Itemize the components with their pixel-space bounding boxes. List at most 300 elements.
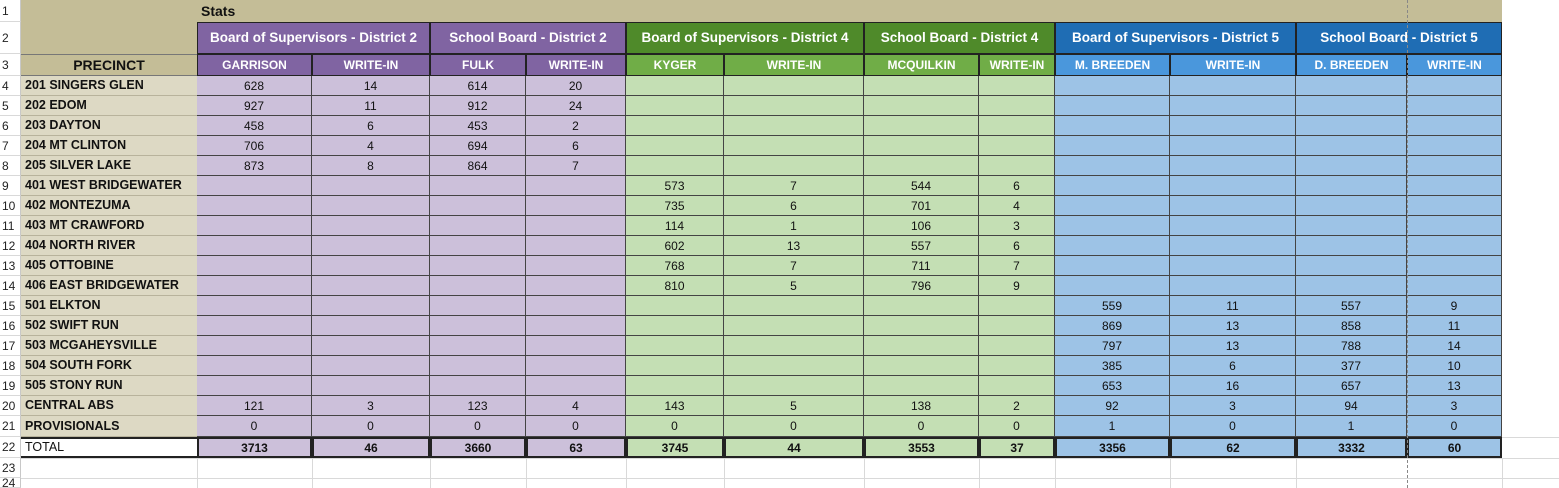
column-header[interactable]: M. BREEDEN <box>1055 54 1170 76</box>
group-header[interactable]: Board of Supervisors - District 5 <box>1055 22 1296 54</box>
precinct-name-cell[interactable]: 201 SINGERS GLEN <box>21 76 197 96</box>
vote-cell[interactable] <box>197 336 312 356</box>
vote-cell[interactable] <box>626 156 724 176</box>
vote-cell[interactable]: 453 <box>430 116 526 136</box>
vote-cell[interactable] <box>979 376 1055 396</box>
group-header[interactable]: Board of Supervisors - District 2 <box>197 22 430 54</box>
vote-cell[interactable] <box>864 96 979 116</box>
vote-cell[interactable] <box>1055 76 1170 96</box>
vote-cell[interactable]: 912 <box>430 96 526 116</box>
vote-cell[interactable] <box>979 116 1055 136</box>
vote-cell[interactable] <box>724 76 864 96</box>
vote-cell[interactable]: 864 <box>430 156 526 176</box>
vote-cell[interactable]: 14 <box>312 76 430 96</box>
precinct-name-cell[interactable]: 501 ELKTON <box>21 296 197 316</box>
vote-cell[interactable] <box>312 196 430 216</box>
column-header[interactable]: WRITE-IN <box>1407 54 1502 76</box>
vote-cell[interactable] <box>626 96 724 116</box>
vote-cell[interactable] <box>526 356 626 376</box>
vote-cell[interactable]: 6 <box>724 196 864 216</box>
gridline <box>1170 458 1171 488</box>
vote-cell[interactable] <box>1407 96 1502 116</box>
vote-cell[interactable] <box>1170 236 1296 256</box>
vote-cell[interactable] <box>724 156 864 176</box>
vote-cell[interactable] <box>979 296 1055 316</box>
page-break-line <box>1407 0 1408 488</box>
row-header[interactable]: 23 <box>0 458 21 478</box>
precinct-name-cell[interactable]: 502 SWIFT RUN <box>21 316 197 336</box>
vote-cell[interactable] <box>626 316 724 336</box>
vote-cell[interactable]: 0 <box>1170 416 1296 437</box>
row-header[interactable]: 19 <box>0 376 21 396</box>
vote-cell[interactable] <box>979 316 1055 336</box>
vote-cell[interactable] <box>430 236 526 256</box>
column-header[interactable]: D. BREEDEN <box>1296 54 1407 76</box>
vote-cell[interactable] <box>430 256 526 276</box>
vote-cell[interactable] <box>312 256 430 276</box>
vote-cell[interactable]: 7 <box>526 156 626 176</box>
vote-cell[interactable] <box>1055 256 1170 276</box>
vote-cell[interactable] <box>1055 176 1170 196</box>
vote-cell[interactable]: 14 <box>1407 336 1502 356</box>
vote-cell[interactable] <box>626 336 724 356</box>
total-cell[interactable]: 3553 <box>864 437 979 458</box>
vote-cell[interactable] <box>1296 276 1407 296</box>
vote-cell[interactable] <box>979 356 1055 376</box>
row-header[interactable]: 9 <box>0 176 21 196</box>
vote-cell[interactable]: 4 <box>312 136 430 156</box>
vote-cell[interactable] <box>1170 276 1296 296</box>
vote-cell[interactable] <box>626 356 724 376</box>
vote-cell[interactable]: 735 <box>626 196 724 216</box>
vote-cell[interactable]: 869 <box>1055 316 1170 336</box>
total-label-cell[interactable]: TOTAL <box>21 437 197 458</box>
vote-cell[interactable] <box>1170 76 1296 96</box>
vote-cell[interactable] <box>1407 216 1502 236</box>
vote-cell[interactable] <box>430 376 526 396</box>
vote-cell[interactable] <box>1170 196 1296 216</box>
precinct-name-cell[interactable]: 406 EAST BRIDGEWATER <box>21 276 197 296</box>
vote-cell[interactable]: 3 <box>1170 396 1296 416</box>
group-header[interactable]: School Board - District 4 <box>864 22 1055 54</box>
vote-cell[interactable]: 0 <box>430 416 526 437</box>
vote-cell[interactable]: 5 <box>724 396 864 416</box>
vote-cell[interactable]: 114 <box>626 216 724 236</box>
vote-cell[interactable] <box>197 316 312 336</box>
vote-cell[interactable] <box>724 316 864 336</box>
row-header[interactable]: 5 <box>0 96 21 116</box>
vote-cell[interactable] <box>1407 116 1502 136</box>
vote-cell[interactable] <box>864 76 979 96</box>
vote-cell[interactable] <box>979 136 1055 156</box>
vote-cell[interactable] <box>1170 256 1296 276</box>
vote-cell[interactable]: 8 <box>312 156 430 176</box>
vote-cell[interactable]: 6 <box>979 236 1055 256</box>
vote-cell[interactable]: 2 <box>979 396 1055 416</box>
precinct-name-cell[interactable]: 503 MCGAHEYSVILLE <box>21 336 197 356</box>
vote-cell[interactable]: 11 <box>312 96 430 116</box>
column-header[interactable]: FULK <box>430 54 526 76</box>
vote-cell[interactable] <box>197 376 312 396</box>
vote-cell[interactable] <box>979 76 1055 96</box>
vote-cell[interactable] <box>626 76 724 96</box>
vote-cell[interactable]: 11 <box>1170 296 1296 316</box>
precinct-column-header[interactable]: PRECINCT <box>21 54 197 76</box>
vote-cell[interactable] <box>197 176 312 196</box>
vote-cell[interactable] <box>312 236 430 256</box>
vote-cell[interactable] <box>864 376 979 396</box>
row-header[interactable]: 24 <box>0 478 21 488</box>
vote-cell[interactable] <box>1296 156 1407 176</box>
vote-cell[interactable] <box>312 296 430 316</box>
vote-cell[interactable] <box>1170 96 1296 116</box>
vote-cell[interactable] <box>430 316 526 336</box>
total-cell[interactable]: 3332 <box>1296 437 1407 458</box>
vote-cell[interactable] <box>864 116 979 136</box>
vote-cell[interactable]: 106 <box>864 216 979 236</box>
vote-cell[interactable]: 559 <box>1055 296 1170 316</box>
vote-cell[interactable]: 0 <box>724 416 864 437</box>
vote-cell[interactable] <box>724 376 864 396</box>
vote-cell[interactable]: 92 <box>1055 396 1170 416</box>
column-header[interactable]: MCQUILKIN <box>864 54 979 76</box>
column-header[interactable]: GARRISON <box>197 54 312 76</box>
vote-cell[interactable]: 602 <box>626 236 724 256</box>
vote-cell[interactable] <box>526 296 626 316</box>
column-header[interactable]: WRITE-IN <box>979 54 1055 76</box>
column-header[interactable]: WRITE-IN <box>312 54 430 76</box>
vote-cell[interactable] <box>526 236 626 256</box>
vote-cell[interactable] <box>197 236 312 256</box>
vote-cell[interactable] <box>430 216 526 236</box>
column-header[interactable]: WRITE-IN <box>526 54 626 76</box>
precinct-name-cell[interactable]: 204 MT CLINTON <box>21 136 197 156</box>
vote-cell[interactable]: 10 <box>1407 356 1502 376</box>
vote-cell[interactable] <box>197 216 312 236</box>
total-cell[interactable]: 46 <box>312 437 430 458</box>
vote-cell[interactable]: 873 <box>197 156 312 176</box>
precinct-name-cell[interactable]: CENTRAL ABS <box>21 396 197 416</box>
vote-cell[interactable]: 810 <box>626 276 724 296</box>
vote-cell[interactable] <box>430 336 526 356</box>
vote-cell[interactable]: 797 <box>1055 336 1170 356</box>
vote-cell[interactable] <box>979 156 1055 176</box>
vote-cell[interactable] <box>626 116 724 136</box>
vote-cell[interactable]: 0 <box>197 416 312 437</box>
vote-cell[interactable] <box>312 216 430 236</box>
vote-cell[interactable]: 4 <box>979 196 1055 216</box>
vote-cell[interactable] <box>1055 116 1170 136</box>
vote-cell[interactable]: 706 <box>197 136 312 156</box>
vote-cell[interactable] <box>1407 236 1502 256</box>
vote-cell[interactable]: 694 <box>430 136 526 156</box>
gridline <box>312 458 313 488</box>
vote-cell[interactable] <box>312 276 430 296</box>
row-header[interactable]: 4 <box>0 76 21 96</box>
precinct-name-cell[interactable]: 203 DAYTON <box>21 116 197 136</box>
gridline <box>197 458 198 488</box>
vote-cell[interactable]: 6 <box>312 116 430 136</box>
vote-cell[interactable]: 7 <box>724 176 864 196</box>
vote-cell[interactable] <box>626 376 724 396</box>
vote-cell[interactable] <box>1296 256 1407 276</box>
row-header[interactable]: 1 <box>0 0 21 22</box>
gridline <box>1502 458 1503 488</box>
vote-cell[interactable]: 6 <box>1170 356 1296 376</box>
vote-cell[interactable]: 557 <box>1296 296 1407 316</box>
vote-cell[interactable] <box>626 136 724 156</box>
vote-cell[interactable] <box>312 336 430 356</box>
vote-cell[interactable]: 0 <box>526 416 626 437</box>
vote-cell[interactable]: 13 <box>1407 376 1502 396</box>
vote-cell[interactable] <box>724 296 864 316</box>
vote-cell[interactable]: 94 <box>1296 396 1407 416</box>
vote-cell[interactable]: 614 <box>430 76 526 96</box>
vote-cell[interactable] <box>197 356 312 376</box>
vote-cell[interactable] <box>1170 136 1296 156</box>
vote-cell[interactable] <box>864 336 979 356</box>
vote-cell[interactable] <box>197 296 312 316</box>
vote-cell[interactable]: 1 <box>724 216 864 236</box>
column-header[interactable]: WRITE-IN <box>724 54 864 76</box>
vote-cell[interactable] <box>1170 176 1296 196</box>
vote-cell[interactable] <box>724 336 864 356</box>
vote-cell[interactable] <box>1170 116 1296 136</box>
row-header[interactable]: 7 <box>0 136 21 156</box>
vote-cell[interactable]: 796 <box>864 276 979 296</box>
total-cell[interactable]: 3713 <box>197 437 312 458</box>
vote-cell[interactable] <box>312 176 430 196</box>
vote-cell[interactable] <box>864 296 979 316</box>
vote-cell[interactable] <box>197 276 312 296</box>
vote-cell[interactable]: 7 <box>979 256 1055 276</box>
vote-cell[interactable]: 711 <box>864 256 979 276</box>
group-header[interactable]: Board of Supervisors - District 4 <box>626 22 864 54</box>
vote-cell[interactable] <box>1407 276 1502 296</box>
vote-cell[interactable] <box>430 276 526 296</box>
vote-cell[interactable]: 13 <box>1170 336 1296 356</box>
vote-cell[interactable] <box>1407 136 1502 156</box>
vote-cell[interactable]: 13 <box>724 236 864 256</box>
vote-cell[interactable] <box>526 376 626 396</box>
vote-cell[interactable] <box>526 216 626 236</box>
row-header[interactable]: 15 <box>0 296 21 316</box>
vote-cell[interactable]: 3 <box>979 216 1055 236</box>
vote-cell[interactable] <box>1055 136 1170 156</box>
gridline <box>864 458 865 488</box>
vote-cell[interactable] <box>1055 156 1170 176</box>
vote-cell[interactable] <box>526 196 626 216</box>
vote-cell[interactable] <box>864 136 979 156</box>
column-header[interactable]: KYGER <box>626 54 724 76</box>
vote-cell[interactable]: 788 <box>1296 336 1407 356</box>
vote-cell[interactable] <box>526 256 626 276</box>
precinct-name-cell[interactable]: 405 OTTOBINE <box>21 256 197 276</box>
total-cell[interactable]: 3745 <box>626 437 724 458</box>
vote-cell[interactable]: 13 <box>1170 316 1296 336</box>
vote-cell[interactable] <box>1296 116 1407 136</box>
vote-cell[interactable] <box>864 156 979 176</box>
vote-cell[interactable] <box>724 136 864 156</box>
vote-cell[interactable]: 24 <box>526 96 626 116</box>
vote-cell[interactable]: 768 <box>626 256 724 276</box>
vote-cell[interactable]: 0 <box>864 416 979 437</box>
precinct-name-cell[interactable]: 402 MONTEZUMA <box>21 196 197 216</box>
vote-cell[interactable] <box>430 356 526 376</box>
total-cell[interactable]: 63 <box>526 437 626 458</box>
vote-cell[interactable] <box>526 316 626 336</box>
vote-cell[interactable]: 16 <box>1170 376 1296 396</box>
vote-cell[interactable]: 927 <box>197 96 312 116</box>
vote-cell[interactable]: 0 <box>626 416 724 437</box>
row-header[interactable]: 16 <box>0 316 21 336</box>
vote-cell[interactable] <box>979 336 1055 356</box>
precinct-name-cell[interactable]: PROVISIONALS <box>21 416 197 437</box>
vote-cell[interactable] <box>1296 96 1407 116</box>
row-header[interactable]: 11 <box>0 216 21 236</box>
group-header[interactable]: School Board - District 5 <box>1296 22 1502 54</box>
total-cell[interactable]: 3356 <box>1055 437 1170 458</box>
vote-cell[interactable]: 143 <box>626 396 724 416</box>
row-header[interactable]: 14 <box>0 276 21 296</box>
vote-cell[interactable]: 6 <box>979 176 1055 196</box>
row-header[interactable]: 10 <box>0 196 21 216</box>
vote-cell[interactable] <box>1055 276 1170 296</box>
vote-cell[interactable]: 653 <box>1055 376 1170 396</box>
precinct-name-cell[interactable]: 202 EDOM <box>21 96 197 116</box>
vote-cell[interactable] <box>1407 156 1502 176</box>
vote-cell[interactable]: 9 <box>1407 296 1502 316</box>
vote-cell[interactable] <box>1296 136 1407 156</box>
vote-cell[interactable] <box>724 116 864 136</box>
vote-cell[interactable] <box>1407 256 1502 276</box>
vote-cell[interactable]: 20 <box>526 76 626 96</box>
vote-cell[interactable]: 0 <box>1407 416 1502 437</box>
gridline <box>1055 458 1056 488</box>
vote-cell[interactable]: 3 <box>312 396 430 416</box>
row-header[interactable]: 13 <box>0 256 21 276</box>
total-cell[interactable]: 37 <box>979 437 1055 458</box>
vote-cell[interactable] <box>197 256 312 276</box>
vote-cell[interactable]: 11 <box>1407 316 1502 336</box>
vote-cell[interactable]: 657 <box>1296 376 1407 396</box>
row-header[interactable]: 3 <box>0 54 21 76</box>
group-header[interactable]: School Board - District 2 <box>430 22 626 54</box>
vote-cell[interactable]: 544 <box>864 176 979 196</box>
vote-cell[interactable] <box>430 296 526 316</box>
vote-cell[interactable]: 458 <box>197 116 312 136</box>
vote-cell[interactable]: 0 <box>979 416 1055 437</box>
vote-cell[interactable] <box>312 316 430 336</box>
vote-cell[interactable]: 3 <box>1407 396 1502 416</box>
precinct-name-cell[interactable]: 504 SOUTH FORK <box>21 356 197 376</box>
total-cell[interactable]: 44 <box>724 437 864 458</box>
row-header[interactable]: 12 <box>0 236 21 256</box>
vote-cell[interactable]: 7 <box>724 256 864 276</box>
precinct-name-cell[interactable]: 404 NORTH RIVER <box>21 236 197 256</box>
vote-cell[interactable]: 573 <box>626 176 724 196</box>
row-header[interactable]: 17 <box>0 336 21 356</box>
total-cell[interactable]: 62 <box>1170 437 1296 458</box>
vote-cell[interactable] <box>526 176 626 196</box>
vote-cell[interactable] <box>626 296 724 316</box>
row-header[interactable]: 8 <box>0 156 21 176</box>
precinct-name-cell[interactable]: 403 MT CRAWFORD <box>21 216 197 236</box>
row-header[interactable]: 20 <box>0 396 21 416</box>
gridline <box>1296 458 1297 488</box>
vote-cell[interactable]: 557 <box>864 236 979 256</box>
vote-cell[interactable] <box>1170 216 1296 236</box>
total-cell[interactable]: 3660 <box>430 437 526 458</box>
vote-cell[interactable]: 377 <box>1296 356 1407 376</box>
vote-cell[interactable]: 1 <box>1296 416 1407 437</box>
gridline <box>979 458 980 488</box>
vote-cell[interactable] <box>1296 176 1407 196</box>
vote-cell[interactable] <box>1055 96 1170 116</box>
vote-cell[interactable] <box>724 96 864 116</box>
vote-cell[interactable]: 701 <box>864 196 979 216</box>
vote-cell[interactable] <box>1296 236 1407 256</box>
vote-cell[interactable]: 6 <box>526 136 626 156</box>
row-header[interactable]: 21 <box>0 416 21 437</box>
vote-cell[interactable]: 385 <box>1055 356 1170 376</box>
row-header[interactable]: 6 <box>0 116 21 136</box>
vote-cell[interactable]: 628 <box>197 76 312 96</box>
column-header[interactable]: WRITE-IN <box>1170 54 1296 76</box>
vote-cell[interactable] <box>979 96 1055 116</box>
vote-cell[interactable] <box>312 376 430 396</box>
vote-cell[interactable] <box>197 196 312 216</box>
vote-cell[interactable]: 1 <box>1055 416 1170 437</box>
precinct-name-cell[interactable]: 505 STONY RUN <box>21 376 197 396</box>
vote-cell[interactable]: 858 <box>1296 316 1407 336</box>
total-cell[interactable]: 60 <box>1407 437 1502 458</box>
row-header[interactable]: 22 <box>0 437 21 458</box>
vote-cell[interactable]: 9 <box>979 276 1055 296</box>
vote-cell[interactable] <box>1296 196 1407 216</box>
vote-cell[interactable]: 5 <box>724 276 864 296</box>
vote-cell[interactable] <box>1407 176 1502 196</box>
vote-cell[interactable] <box>430 196 526 216</box>
vote-cell[interactable]: 0 <box>312 416 430 437</box>
row-header[interactable]: 18 <box>0 356 21 376</box>
vote-cell[interactable] <box>1296 76 1407 96</box>
vote-cell[interactable] <box>430 176 526 196</box>
vote-cell[interactable] <box>724 356 864 376</box>
vote-cell[interactable] <box>526 336 626 356</box>
precinct-header-corner <box>21 0 197 54</box>
vote-cell[interactable] <box>1170 156 1296 176</box>
vote-cell[interactable] <box>312 356 430 376</box>
vote-cell[interactable] <box>1407 196 1502 216</box>
vote-cell[interactable]: 121 <box>197 396 312 416</box>
vote-cell[interactable] <box>1055 216 1170 236</box>
vote-cell[interactable] <box>1055 196 1170 216</box>
row-header[interactable]: 2 <box>0 22 21 54</box>
precinct-name-cell[interactable]: 401 WEST BRIDGEWATER <box>21 176 197 196</box>
vote-cell[interactable] <box>864 316 979 336</box>
vote-cell[interactable] <box>526 276 626 296</box>
vote-cell[interactable] <box>1296 216 1407 236</box>
vote-cell[interactable] <box>1055 236 1170 256</box>
vote-cell[interactable] <box>1407 76 1502 96</box>
vote-cell[interactable]: 2 <box>526 116 626 136</box>
vote-cell[interactable]: 4 <box>526 396 626 416</box>
vote-cell[interactable]: 138 <box>864 396 979 416</box>
vote-cell[interactable]: 123 <box>430 396 526 416</box>
vote-cell[interactable] <box>864 356 979 376</box>
precinct-name-cell[interactable]: 205 SILVER LAKE <box>21 156 197 176</box>
